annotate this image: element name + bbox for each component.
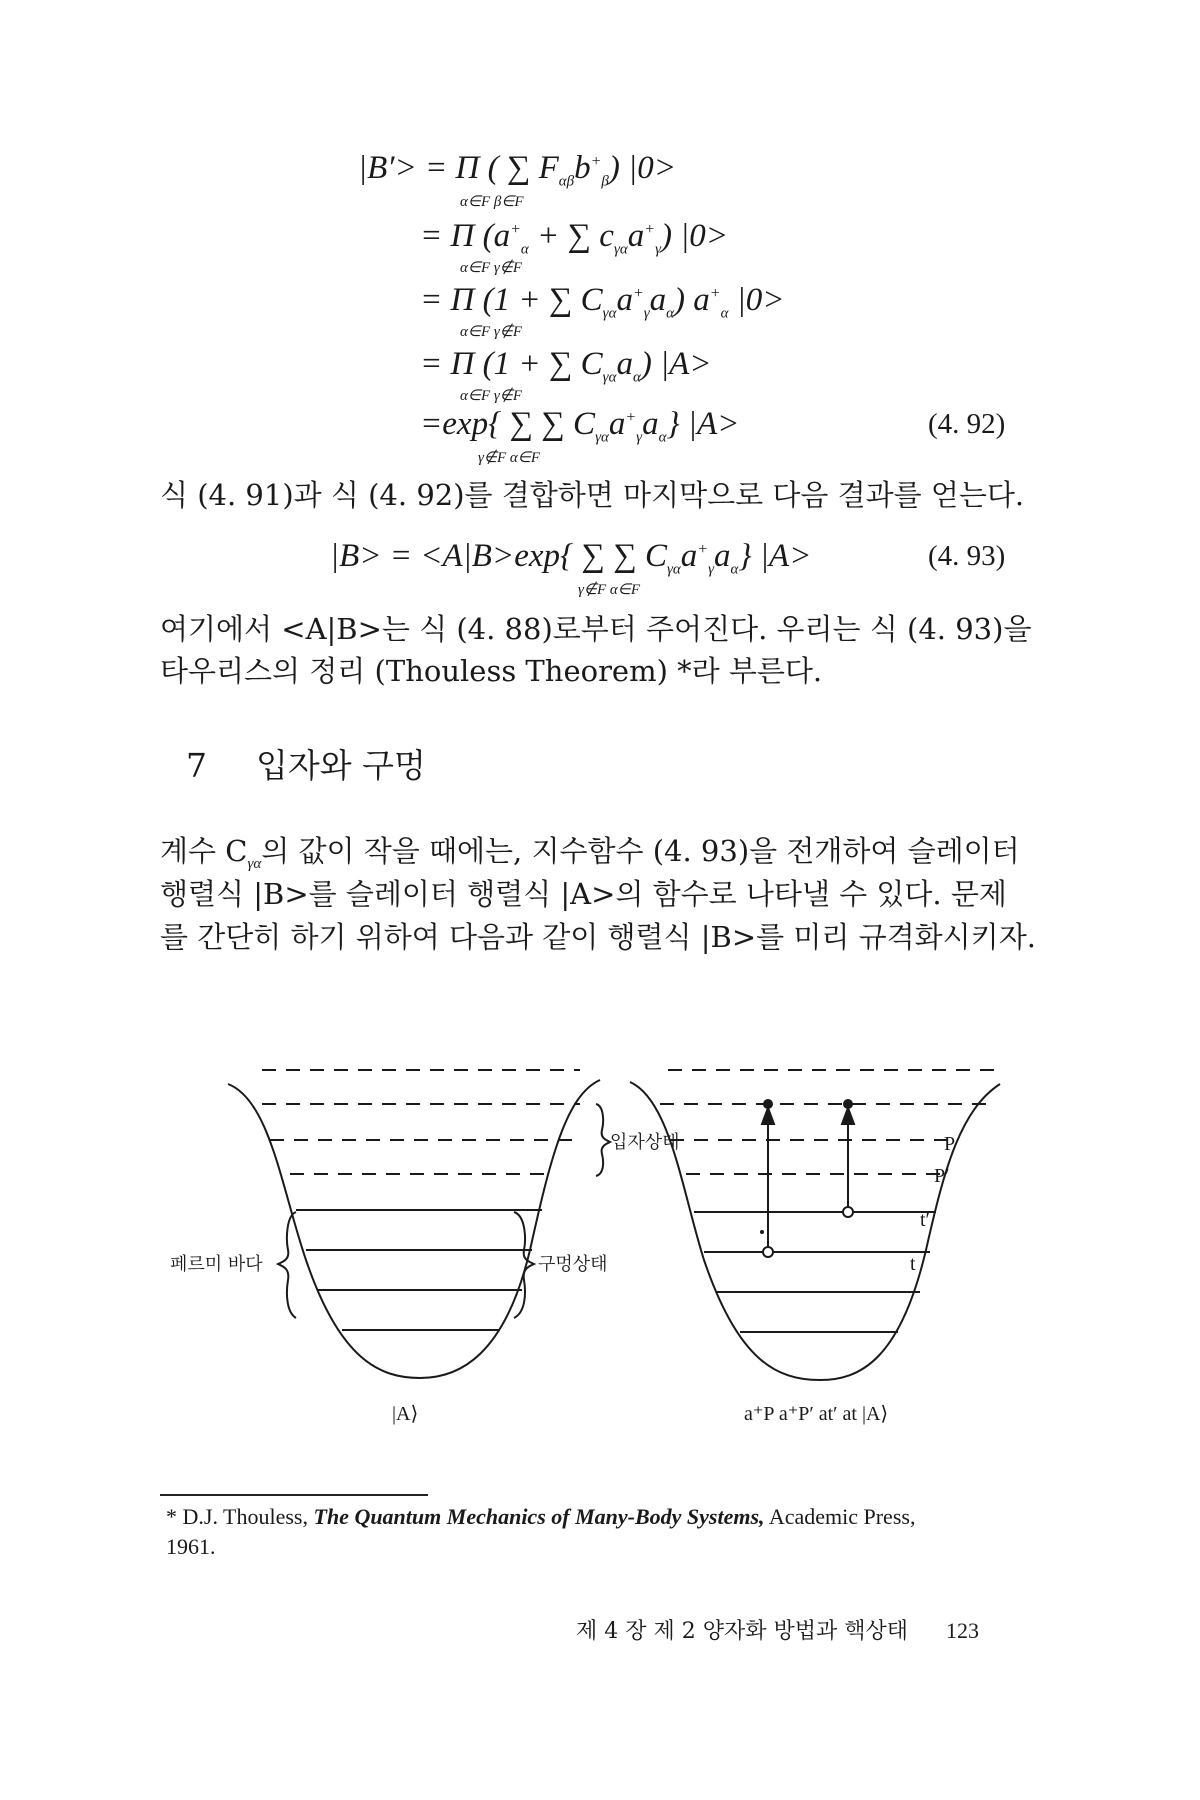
eq3-close: |0>: [728, 282, 785, 318]
hole-dot-1: [763, 1247, 773, 1257]
eq3-sup3: +: [709, 285, 721, 302]
level-p-prime-label: P′: [934, 1165, 950, 1187]
eq2-sup: +: [510, 221, 521, 238]
eq3-sub3: α: [720, 305, 729, 322]
arrow-head-2: [842, 1108, 854, 1124]
page-footer: [576, 1614, 979, 1645]
hole-states-label: 구멍상태: [538, 1254, 608, 1275]
level-t-label: t: [910, 1253, 916, 1275]
eq4-a: a: [616, 346, 633, 382]
para1-rest: 의 값이 작을 때에는, 지수함수 (4. 93)을 전개하여 슬레이터: [261, 834, 1020, 868]
eq4-close: ) |A>: [640, 346, 712, 382]
footnote-rule: [160, 1494, 428, 1496]
eq5-close: } |A>: [666, 406, 740, 442]
left-well: [228, 1070, 610, 1378]
footnote-year: 1961.: [166, 1534, 216, 1559]
eq6-subga: γα: [667, 561, 681, 578]
footer-chapter: 제 4 장 제 2 양자화 방법과 핵상태: [576, 1619, 908, 1644]
footnote: [166, 1502, 1046, 1562]
eq6-sub2: α: [730, 561, 739, 578]
eq2-plus: + ∑ c: [528, 218, 614, 254]
eq6-body: |B> = <A|B>exp{ ∑ ∑ C: [330, 538, 667, 574]
eq2-sub: α: [520, 241, 529, 258]
eq5-body: =exp{ ∑ ∑ C: [420, 406, 596, 442]
eq3-body: = Π (1 + ∑ C: [420, 282, 603, 318]
equation-1-limits: α∈F β∈F: [460, 194, 524, 210]
footnote-author: D.J. Thouless,: [182, 1504, 308, 1529]
text-line-2: 여기에서 <A|B>는 식 (4. 88)로부터 주어진다. 우리는 식 (4. 93)을: [160, 612, 1032, 646]
equation-3-limits: α∈F γ∉F: [460, 324, 522, 340]
small-dot: [760, 1230, 764, 1234]
eq5-sup1: +: [625, 409, 637, 426]
text-line-1: 식 (4. 91)과 식 (4. 92)를 결합하면 마지막으로 다음 결과를 얻는다.: [160, 478, 1025, 512]
eq2-subg: γ: [655, 241, 661, 258]
eq1-sub: αβ: [558, 173, 575, 190]
footnote-title: The Quantum Mechanics of Many-Body Systems,: [313, 1504, 765, 1529]
eq1-b: b: [574, 150, 591, 186]
eq2-a2: a: [627, 218, 645, 254]
equation-number-4-92: (4. 92): [928, 408, 1006, 440]
eq6-sup1: +: [697, 541, 709, 558]
arrow-head-1: [762, 1108, 774, 1124]
eq6-close: } |A>: [738, 538, 812, 574]
eq3-subga: γα: [602, 305, 617, 322]
eq1-close: ) |0>: [608, 150, 676, 186]
paragraph-line-2: 행렬식 |B>를 슬레이터 행렬식 |A>의 함수로 나타낼 수 있다. 문제: [160, 877, 1007, 911]
eq6-sub1: γ: [708, 561, 715, 578]
right-well: [630, 1070, 1000, 1380]
eq3-a3: ) a: [674, 282, 710, 318]
eq2-body: = Π (a: [420, 218, 511, 254]
eq3-sup1: +: [632, 285, 644, 302]
eq2-sup2: +: [644, 221, 656, 238]
particle-dot-1: [763, 1099, 773, 1109]
eq2-subga: γα: [613, 241, 628, 258]
level-p-label: P: [944, 1133, 956, 1155]
section-title: 입자와 구멍: [256, 746, 426, 785]
section-number: 7: [186, 746, 207, 785]
eq1-body: Π ( ∑ F: [455, 150, 559, 186]
eq4-body: = Π (1 + ∑ C: [420, 346, 603, 382]
eq6-a1: a: [680, 538, 698, 574]
equation-4-limits: α∈F γ∉F: [460, 388, 522, 404]
eq4-subga: γα: [602, 369, 617, 386]
eq5-sub2: α: [658, 429, 667, 446]
eq3-sub1: γ: [643, 305, 650, 322]
footnote-publisher: Academic Press,: [768, 1504, 916, 1529]
equation-2-limits: α∈F γ∉F: [460, 260, 522, 276]
eq1-sup: +: [590, 153, 602, 170]
eq3-a2: a: [649, 282, 667, 318]
eq5-a2: a: [642, 406, 659, 442]
left-state-label: |A⟩: [392, 1403, 419, 1425]
eq6-a2: a: [714, 538, 731, 574]
footnote-marker: *: [166, 1504, 177, 1529]
equation-6-limits: γ∉F α∈F: [578, 582, 640, 598]
equation-number-4-93: (4. 93): [928, 540, 1006, 572]
particle-dot-2: [843, 1099, 853, 1109]
left-potential-curve: [228, 1080, 600, 1378]
particle-states-label: 입자상태: [610, 1132, 680, 1153]
eq5-subga: γα: [595, 429, 609, 446]
level-t-prime-label: t′: [920, 1209, 930, 1231]
eq4-sub: α: [632, 369, 641, 386]
eq5-sub1: γ: [636, 429, 643, 446]
eq2-close: ) |0>: [660, 218, 729, 254]
equation-5-limits: γ∉F α∈F: [478, 450, 540, 466]
right-state-label: a⁺P a⁺P′ at′ at |A⟩: [744, 1403, 889, 1425]
fermi-sea-label: 페르미 바다: [170, 1254, 263, 1275]
paragraph-line-3: 를 간단히 하기 위하여 다음과 같이 행렬식 |B>를 미리 규격화시키자.: [160, 920, 1036, 954]
eq1-lhs: |B′> =: [358, 150, 448, 186]
para1-start: 계수 C: [160, 834, 248, 868]
hole-dot-2: [843, 1207, 853, 1217]
right-potential-curve: [630, 1082, 1000, 1380]
para1-sub: γα: [247, 855, 262, 872]
page-number: 123: [945, 1618, 979, 1643]
hole-states-brace: [514, 1212, 534, 1318]
eq1-subb: β: [601, 173, 609, 190]
eq5-a1: a: [608, 406, 626, 442]
eq3-sub2: α: [666, 305, 675, 322]
eq3-a1: a: [616, 282, 633, 318]
fermi-sea-brace: [278, 1212, 296, 1318]
text-line-3: 타우리스의 정리 (Thouless Theorem) *라 부른다.: [160, 654, 823, 688]
particle-states-brace: [596, 1104, 610, 1176]
